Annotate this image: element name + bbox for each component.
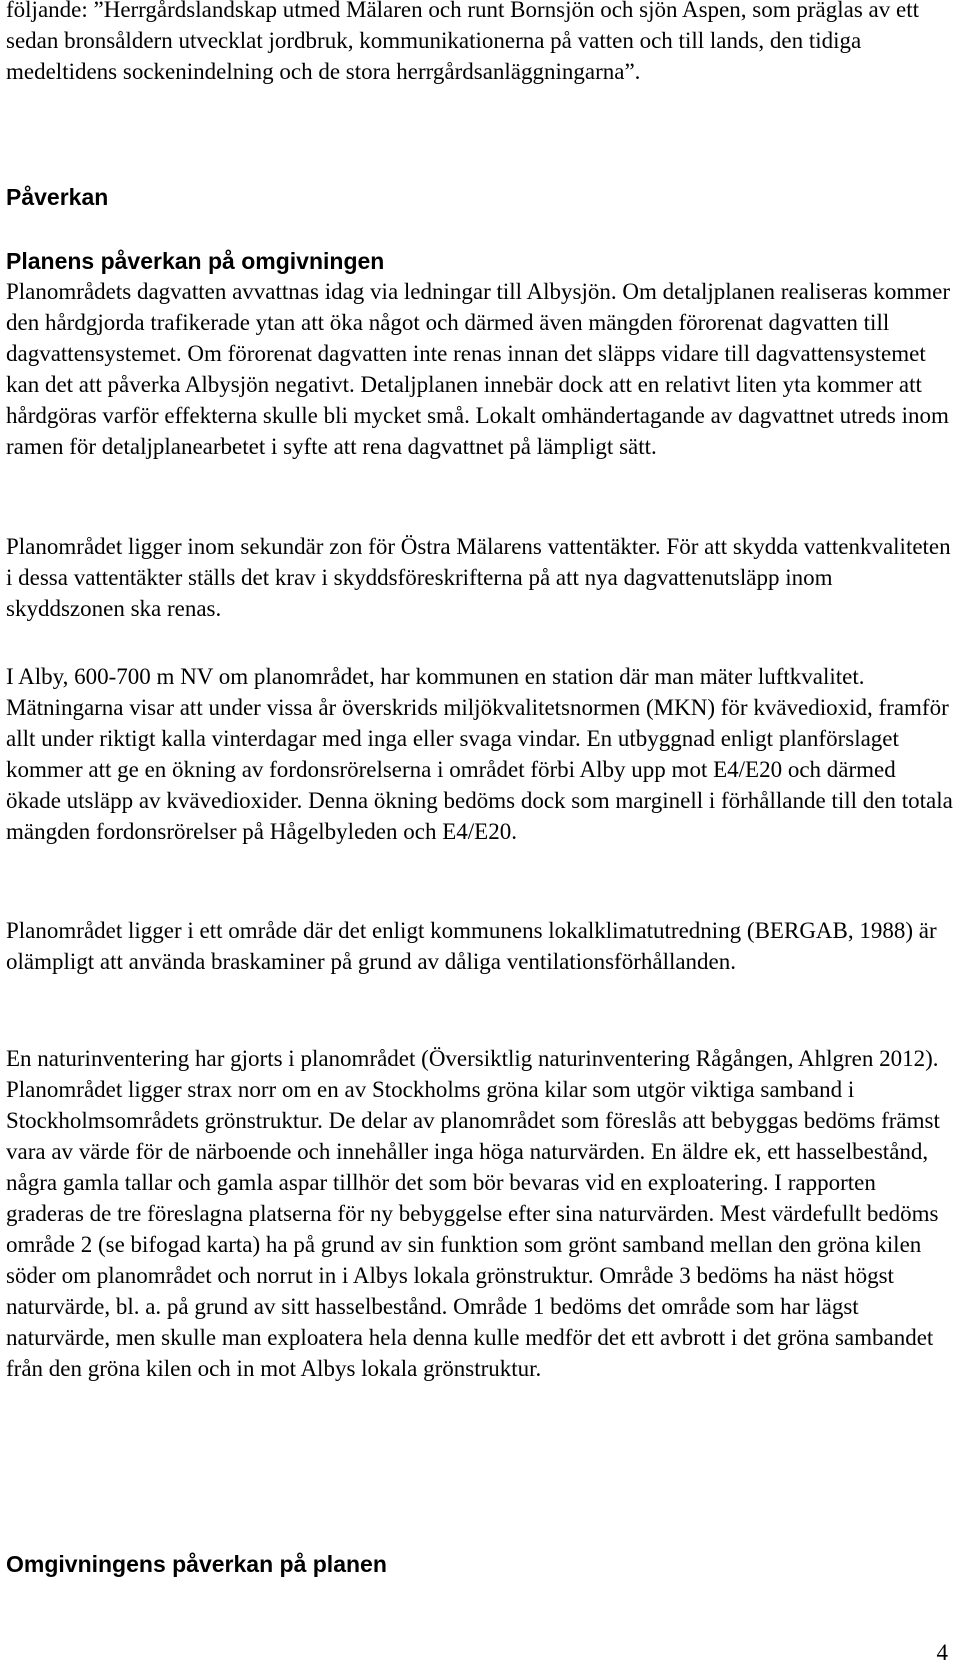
paragraph-vattentakter: Planområdet ligger inom sekundär zon för Östra Mälarens vattentäkter. För att skydda vattenkvaliteten i dessa vattentäkter ställs det krav i skyddsföreskrifterna på att nya dagvattenutsläpp inom skyddszonen ska renas. [6, 534, 951, 621]
page-number: 4 [936, 1640, 948, 1665]
subheading-planens-paverkan: Planens påverkan på omgivningen [6, 248, 385, 274]
paragraph-lokalklimat: Planområdet ligger i ett område där det enligt kommunens lokalklimatutredning (BERGAB, 1988) är olämpligt att använda braskaminer på grund av dåliga ventilationsförhållanden. [6, 918, 937, 974]
intro-paragraph: följande: ”Herrgårdslandskap utmed Mälaren och runt Bornsjön och sjön Aspen, som präglas av ett sedan bronsåldern utvecklat jordbruk, kommunikationerna på vatten och till lands, den tidiga medeltidens sockenindelning och de stora herrgårdsanläggningarna”. [6, 0, 919, 84]
paragraph-dagvatten: Planområdets dagvatten avvattnas idag via ledningar till Albysjön. Om detaljplanen realiseras kommer den hårdgjorda trafikerade ytan att öka något och därmed även mängden förorenat dagvatten till dagvattensystemet. Om förorenat dagvatten inte renas innan det släpps vidare till dagvattensystemet kan det att påverka Albysjön negativt. Detaljplanen innebär dock att en relativt liten yta kommer att hårdgöras varför effekterna skulle bli mycket små. Lokalt omhändertagande av dagvattnet utreds inom ramen för detaljplanearbetet i syfte att rena dagvattnet på lämpligt sätt. [6, 279, 951, 459]
paragraph-naturinventering: En naturinventering har gjorts i planområdet (Översiktlig naturinventering Rågången, Ahlgren 2012). Planområdet ligger strax norr om en av Stockholms gröna kilar som utgör viktiga samband i Stockholmsområdets grönstruktur. De delar av planområdet som föreslås att bebyggas bedöms främst vara av värde för de närboende och innehåller inga höga naturvärden. En äldre ek, ett hasselbestånd, några gamla tallar och gamla aspar tillhör det som bör bevaras vid en exploatering. I rapporten graderas de tre föreslagna platserna för ny bebyggelse efter sina naturvärden. Mest värdefullt bedöms område 2 (se bifogad karta) ha på grund av sin funktion som grönt samband mellan den gröna kilen söder om planområdet och norrut in i Albys lokala grönstruktur. Område 3 bedöms ha näst högst naturvärde, bl. a. på grund av sitt hasselbestånd. Område 1 bedöms det område som har lägst naturvärde, men skulle man exploatera hela denna kulle medför det ett avbrott i det gröna sambandet från den gröna kilen och in mot Albys lokala grönstruktur. [6, 1046, 940, 1381]
subheading-omgivningens-paverkan: Omgivningens påverkan på planen [6, 1551, 387, 1577]
section-heading: Påverkan [6, 184, 109, 210]
paragraph-luftkvalitet: I Alby, 600-700 m NV om planområdet, har kommunen en station där man mäter luftkvalitet. Mätningarna visar att under vissa år överskrids miljökvalitetsnormen (MKN) för kvävedioxid, framför allt under riktigt kalla vinterdagar med inga eller svaga vindar. En utbyggnad enligt planförslaget kommer att ge en ökning av fordonsrörelserna i området förbi Alby upp mot E4/E20 och därmed ökade utsläpp av kvävedioxider. Denna ökning bedöms dock som marginell i förhållande till den totala mängden fordonsrörelser på Hågelbyleden och E4/E20. [6, 664, 953, 844]
